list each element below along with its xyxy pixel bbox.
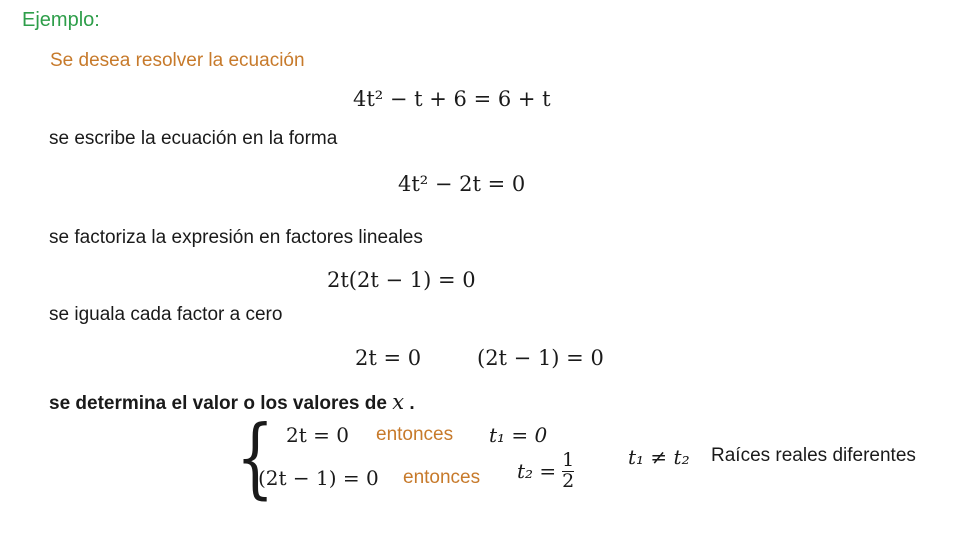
step-solve-text: [49, 390, 415, 415]
roots-relation: t₁ ≠ t₂: [628, 445, 690, 469]
fraction-numerator: 1: [562, 449, 575, 471]
slide-title: Ejemplo:: [22, 9, 100, 31]
system-row1-result: t₁ = 0: [489, 423, 548, 447]
system-row1-word: entonces: [376, 424, 454, 445]
fraction-one-half: [562, 451, 574, 492]
system-row2-equation: (2t − 1) = 0: [258, 466, 379, 490]
equation-factored: 2t(2t − 1) = 0: [327, 268, 476, 292]
step-rewrite-text: se escribe la ecuación en la forma: [49, 128, 338, 149]
system-row2-lhs: t₂ =: [517, 459, 557, 484]
equation-standard-form: 4t² − 2t = 0: [398, 172, 526, 196]
system-row2-result: [517, 451, 574, 492]
step-solve-variable: x: [392, 390, 405, 414]
fraction-denominator: 2: [562, 469, 575, 492]
left-brace: {: [236, 407, 275, 510]
system-row1-equation: 2t = 0: [286, 423, 349, 447]
step-solve-period: .: [409, 393, 415, 414]
conclusion-text: Raíces reales diferentes: [711, 445, 916, 466]
step-solve-label: se determina el valor o los valores de: [49, 393, 387, 414]
system-row2-word: entonces: [403, 467, 481, 488]
equation-original: 4t² − t + 6 = 6 + t: [353, 87, 551, 111]
equation-factor-1: 2t = 0: [355, 346, 422, 370]
equation-factor-2: (2t − 1) = 0: [477, 346, 604, 370]
step-zero-text: se iguala cada factor a cero: [49, 304, 283, 325]
intro-text: Se desea resolver la ecuación: [50, 50, 305, 71]
step-factor-text: se factoriza la expresión en factores lineales: [49, 227, 423, 248]
